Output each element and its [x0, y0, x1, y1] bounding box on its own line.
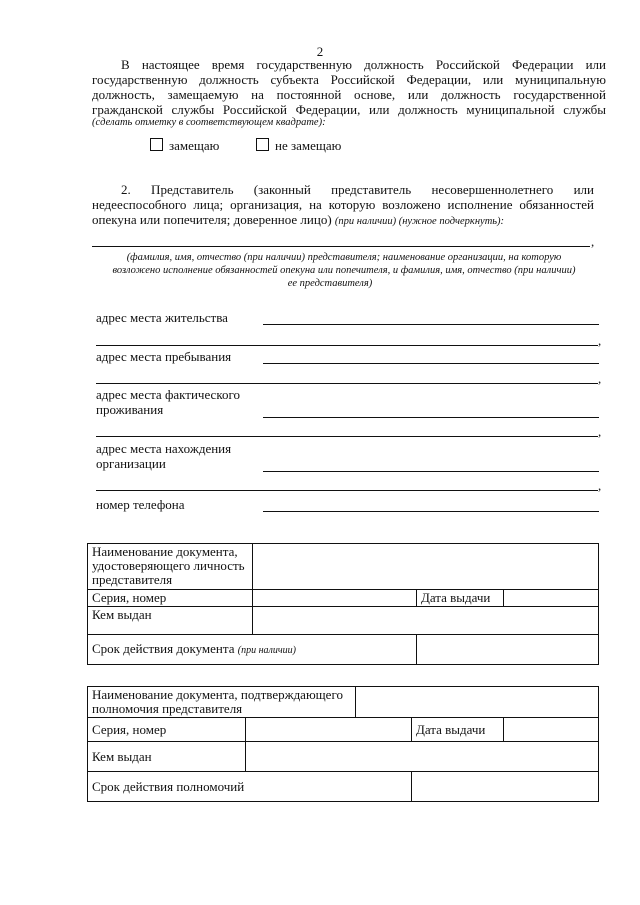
identity-issued-by-value[interactable]: [253, 607, 599, 635]
intro-line-4: гражданской службы Российской Федерации, или должность муниципальной службы: [92, 102, 606, 117]
comma-mark: ,: [591, 234, 595, 249]
label-actual-address-2: проживания: [96, 402, 164, 417]
authority-doc-name-label: Наименование документа, подтверждающего полномочия представителя: [88, 687, 356, 718]
checkbox-square[interactable]: [256, 138, 269, 151]
org-address-line-2[interactable]: [96, 490, 598, 491]
checkbox-occupy[interactable]: [150, 138, 219, 153]
authority-issued-by-value[interactable]: [246, 742, 599, 772]
authority-document-table: [87, 686, 599, 802]
intro-line-1: В настоящее время государственную должность Российской Федерации или: [121, 57, 606, 72]
identity-series-value[interactable]: [253, 590, 417, 607]
authority-doc-name-value[interactable]: [356, 687, 599, 718]
label-stay-address: адрес места пребывания: [96, 349, 232, 364]
residence-address-line-1[interactable]: [263, 324, 599, 325]
stay-address-line-1[interactable]: [263, 363, 599, 364]
identity-doc-name-label: Наименование документа, удостоверяющего личность представителя: [88, 544, 253, 590]
comma-mark: ,: [598, 333, 602, 348]
actual-address-line-1[interactable]: [263, 417, 599, 418]
identity-validity-label: [88, 635, 417, 665]
actual-address-line-2[interactable]: [96, 436, 598, 437]
page-number: 2: [316, 44, 324, 59]
label-phone: номер телефона: [96, 497, 185, 512]
identity-doc-name-value[interactable]: [253, 544, 599, 590]
identity-document-table: [87, 543, 599, 665]
label-residence-address: адрес места жительства: [96, 310, 228, 325]
rep-line-3: [92, 212, 504, 228]
label-org-address-2: организации: [96, 456, 166, 471]
identity-validity-value[interactable]: [417, 635, 599, 665]
representative-name-line[interactable]: [92, 246, 590, 247]
checkbox-square[interactable]: [150, 138, 163, 151]
intro-note: (сделать отметку в соответствующем квадрате):: [92, 117, 326, 128]
intro-line-3: должность, замещаемую на постоянной основе, или должность государственной: [92, 87, 606, 102]
authority-issue-date-value[interactable]: [504, 718, 599, 742]
authority-issue-date-label: Дата выдачи: [412, 718, 504, 742]
authority-series-value[interactable]: [246, 718, 412, 742]
identity-validity-text: Срок действия документа: [92, 640, 235, 656]
identity-issue-date-value[interactable]: [504, 590, 599, 607]
authority-series-label: Серия, номер: [88, 718, 246, 742]
comma-mark: ,: [598, 424, 602, 439]
identity-issue-date-label: Дата выдачи: [417, 590, 504, 607]
identity-validity-note: (при наличии): [237, 644, 297, 656]
checkbox-label-not-occupy: не замещаю: [275, 138, 342, 153]
rep-caption-line-2: возложено исполнение обязанностей опекуна или попечителя, и фамилия, имя, отчество (при наличии): [112, 265, 576, 276]
comma-mark: ,: [598, 478, 602, 493]
label-actual-address-1: адрес места фактического: [96, 387, 240, 402]
authority-issued-by-label: Кем выдан: [88, 742, 246, 772]
phone-line[interactable]: [263, 511, 599, 512]
label-org-address-1: адрес места нахождения: [96, 441, 232, 456]
checkbox-label-occupy: замещаю: [169, 138, 220, 153]
rep-caption-line-1: (фамилия, имя, отчество (при наличии) представителя; наименование организации, на которую: [126, 252, 562, 263]
identity-issued-by-label: Кем выдан: [88, 607, 253, 635]
rep-line-1: 2. Представитель (законный представитель несовершеннолетнего или: [121, 182, 594, 197]
authority-validity-value[interactable]: [412, 772, 599, 802]
rep-line-3-text: опекуна или попечителя; доверенное лицо): [92, 212, 332, 227]
rep-line-3-note: (при наличии) (нужное подчеркнуть):: [334, 216, 505, 227]
rep-caption-line-3: ее представителя): [287, 278, 373, 289]
residence-address-line-2[interactable]: [96, 345, 598, 346]
comma-mark: ,: [598, 371, 602, 386]
intro-line-2: государственную должность субъекта Российской Федерации, или муниципальную: [92, 72, 606, 87]
checkbox-not-occupy[interactable]: [256, 138, 341, 153]
stay-address-line-2[interactable]: [96, 383, 598, 384]
authority-validity-label: Срок действия полномочий: [88, 772, 412, 802]
org-address-line-1[interactable]: [263, 471, 599, 472]
identity-series-label: Серия, номер: [88, 590, 253, 607]
rep-line-2: недееспособного лица; организация, на которую возложено исполнение обязанностей: [92, 197, 594, 212]
